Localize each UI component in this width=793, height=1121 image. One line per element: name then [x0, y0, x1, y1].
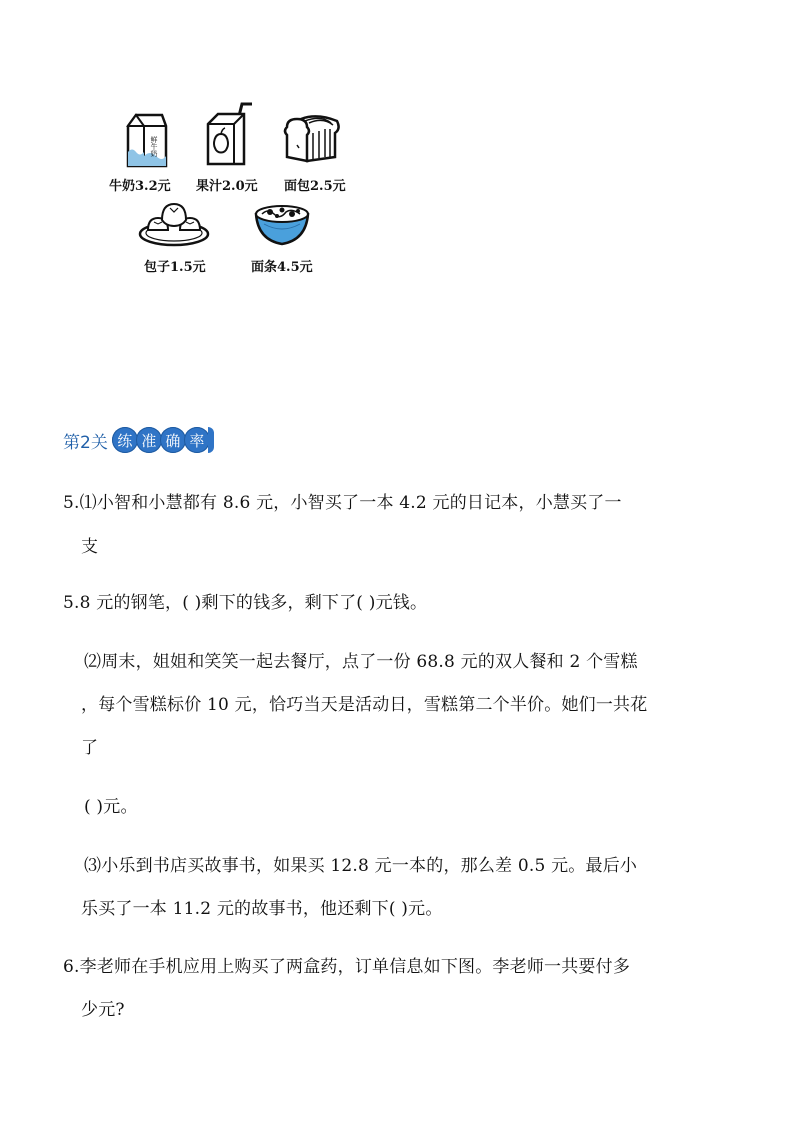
question-6-line-2: 少元? [81, 1000, 125, 1020]
question-5-3-line-2: 乐买了一本 11.2 元的故事书，他还剩下( )元。 [81, 899, 443, 919]
juice-box-icon [204, 100, 256, 170]
food-label-bun: 包子1.5元 [144, 260, 206, 275]
section-prefix: 第2关 [63, 432, 108, 453]
food-label-noodle: 面条4.5元 [251, 260, 313, 275]
food-label-milk: 牛奶3.2元 [109, 179, 171, 194]
question-5-2-line-1: ⑵周末，姐姐和笑笑一起去餐厅，点了一份 68.8 元的双人餐和 2 个雪糕 [84, 652, 638, 672]
question-5-2-line-2: ，每个雪糕标价 10 元，恰巧当天是活动日，雪糕第二个半价。她们一共花 [81, 695, 648, 715]
milk-carton-text: 鲜牛奶 [150, 136, 158, 157]
question-6-line-1: 6.李老师在手机应用上购买了两盒药，订单信息如下图。李老师一共要付多 [63, 957, 631, 977]
section-badge-char: 确 [160, 427, 186, 453]
question-5-2-line-4: ( )元。 [84, 797, 138, 817]
milk-carton-icon [122, 112, 170, 170]
food-label-bread: 面包2.5元 [284, 179, 346, 194]
question-5-2-line-3: 了 [81, 738, 99, 758]
question-5-1-line-3: 5.8 元的钢笔，( )剩下的钱多，剩下了( )元钱。 [63, 593, 428, 613]
food-label-juice: 果汁2.0元 [196, 179, 258, 194]
question-5-1-line-1: 5.⑴小智和小慧都有 8.6 元，小智买了一本 4.2 元的日记本，小慧买了一 [63, 493, 622, 513]
noodle-bowl-icon [252, 200, 312, 248]
section-badge-char: 练 [112, 427, 138, 453]
bread-loaf-icon [283, 113, 341, 165]
section-badge-tail [208, 427, 214, 453]
question-5-3-line-1: ⑶小乐到书店买故事书，如果买 12.8 元一本的，那么差 0.5 元。最后小 [84, 856, 638, 876]
section-badge-char: 准 [136, 427, 162, 453]
question-5-1-line-2: 支 [81, 537, 99, 557]
section-badge-char: 率 [184, 427, 210, 453]
steamed-buns-icon [138, 200, 210, 248]
section-header [63, 426, 214, 454]
